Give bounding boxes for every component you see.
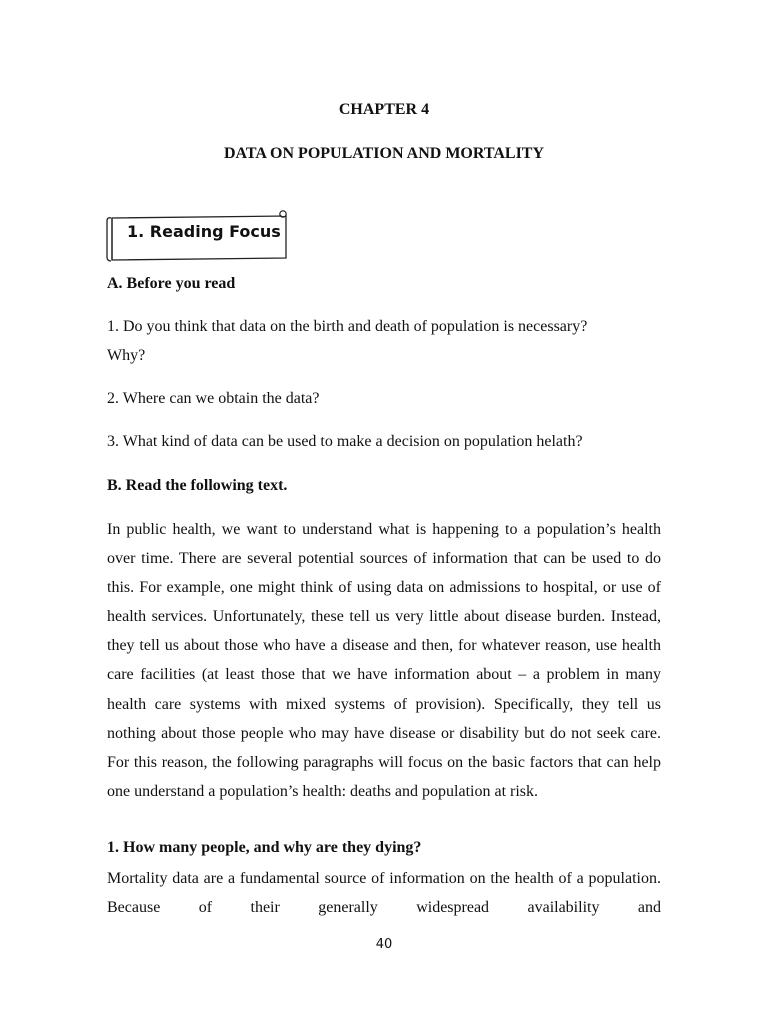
section-a-heading: A. Before you read: [107, 275, 236, 292]
question-1-line-1: 1. Do you think that data on the birth and death of population is necessary?: [107, 318, 588, 335]
question-2: 2. Where can we obtain the data?: [107, 390, 320, 407]
page-number: 40: [375, 937, 393, 952]
question-3: 3. What kind of data can be used to make a decision on population helath?: [107, 433, 583, 450]
question-1-line-2: Why?: [107, 347, 146, 364]
mortality-paragraph: Mortality data are a fundamental source of information on the health of a population. Because of their generally widespread availability and: [107, 870, 661, 916]
reading-focus-label: 1. Reading Focus: [127, 222, 281, 241]
section-b-heading: B. Read the following text.: [107, 477, 288, 494]
body-paragraph: In public health, we want to understand what is happening to a population’s health over time. There are several potential sources of information that can be used to do this. For example, one might think of using data on admissions to hospital, or use of health services. Unfortunately, these tell us very little about disease burden. Instead, they tell us about those who have a disease and then, for whatever reason, use health care facilities (at least those that we have information about – a problem in many health care systems with mixed systems of provision). Specifically, they tell us nothing about those people who may have disease or disability but do not seek care. For this reason, the following paragraphs will focus on the basic factors that can help one understand a population’s health: deaths and population at risk.: [107, 521, 661, 800]
reading-focus-banner: [104, 209, 290, 263]
chapter-number: CHAPTER 4: [338, 101, 430, 118]
section-1-heading: 1. How many people, and why are they dying?: [107, 839, 422, 856]
chapter-title: DATA ON POPULATION AND MORTALITY: [223, 145, 545, 162]
